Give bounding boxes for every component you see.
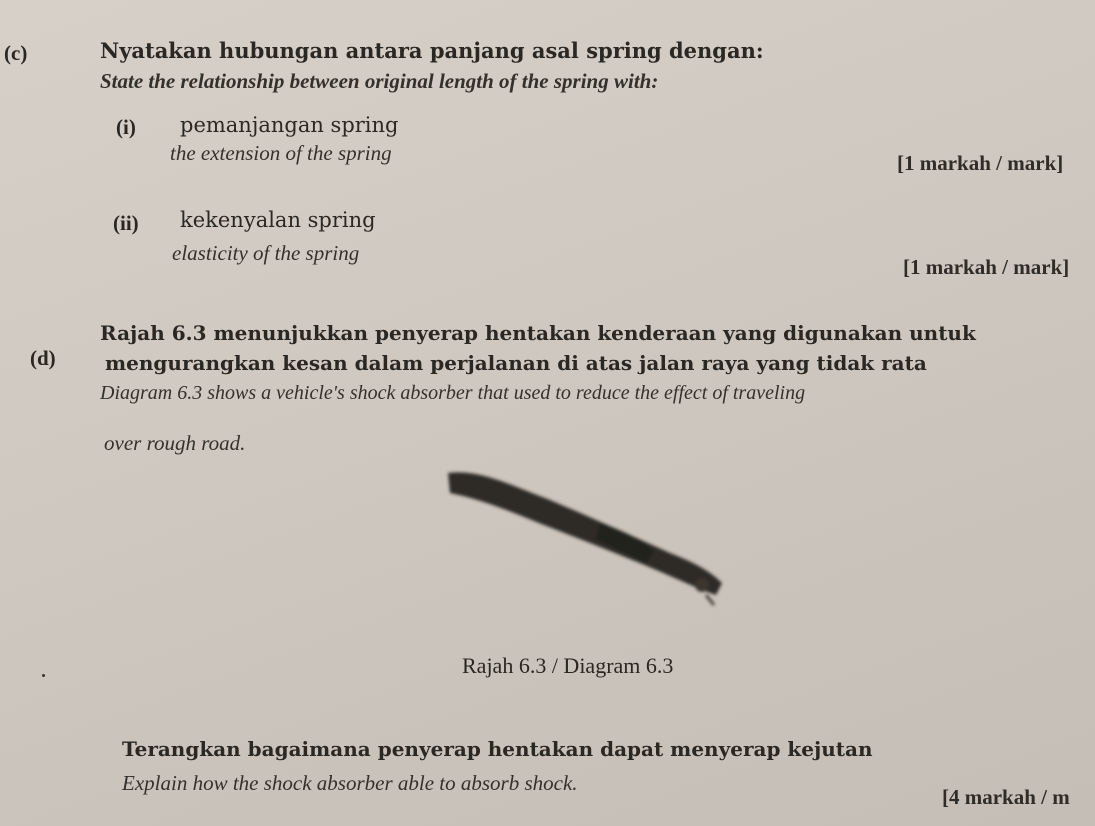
sub-ii-malay: kekenyalan spring [180,208,376,232]
sub-ii-english: elasticity of the spring [172,241,360,265]
sub-ii-marks: [1 markah / mark] [903,255,1070,279]
sub-i-marks: [1 markah / mark] [897,151,1064,175]
sub-i-label: (i) [116,115,136,139]
sub-i-malay: pemanjangan spring [180,113,399,137]
sub-i-english: the extension of the spring [170,141,392,165]
shock-absorber-diagram [440,455,730,615]
part-d-english-line2: over rough road. [104,431,246,455]
part-d-marks: [4 markah / m [942,785,1070,809]
shock-absorber-body [448,472,722,595]
stray-dot [42,674,45,677]
shock-absorber-mount [695,578,709,592]
part-c-question-english: State the relationship between original length of the spring with: [100,69,659,93]
part-c-label: (c) [4,41,28,65]
part-d-malay-line2: mengurangkan kesan dalam perjalanan di atas jalan raya yang tidak rata [105,351,927,375]
explain-malay: Terangkan bagaimana penyerap hentakan dapat menyerap kejutan [122,737,873,761]
explain-english: Explain how the shock absorber able to absorb shock. [122,771,578,795]
diagram-caption: Rajah 6.3 / Diagram 6.3 [462,653,674,678]
shock-absorber-tail [706,595,714,605]
sub-ii-label: (ii) [113,211,139,235]
part-d-label: (d) [30,346,56,370]
part-d-english-line1: Diagram 6.3 shows a vehicle's shock absorber that used to reduce the effect of traveling [100,382,806,404]
part-d-malay-line1: Rajah 6.3 menunjukkan penyerap hentakan kenderaan yang digunakan untuk [100,321,976,345]
part-c-question-malay: Nyatakan hubungan antara panjang asal spring dengan: [100,38,764,63]
